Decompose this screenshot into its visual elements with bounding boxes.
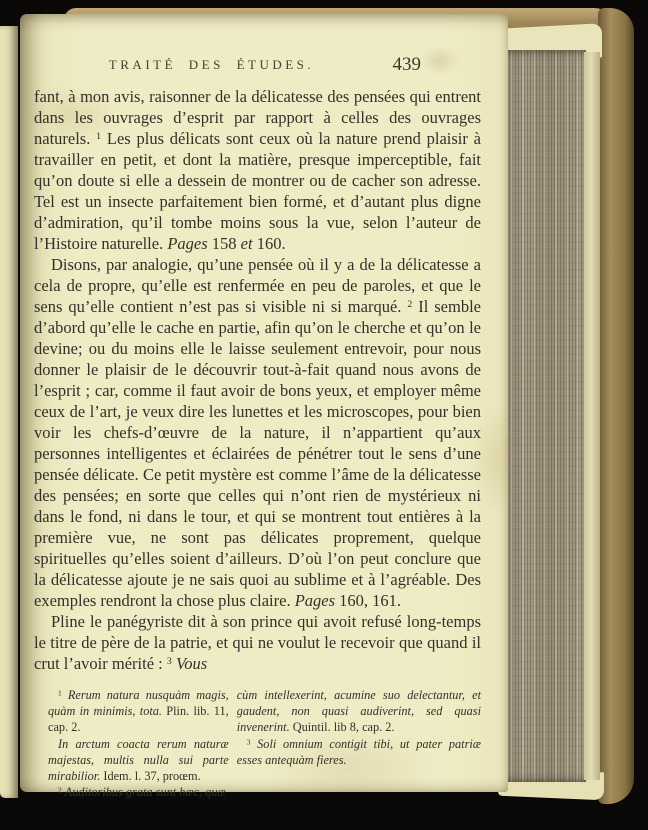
footnote-2-continued	[237, 687, 481, 736]
book-cover-fore-edge	[598, 8, 634, 804]
footnote-column-left	[48, 687, 229, 800]
text-segment: In arctum coacta rerum naturæ majestas, multis nulla sui parte mirabilior.	[48, 736, 229, 784]
page-stack-highlight	[584, 52, 600, 780]
body-text	[34, 86, 481, 674]
text-segment: 160, 161.	[335, 591, 402, 610]
footnote-1-continued	[48, 736, 229, 785]
footnote-marker: 1	[96, 131, 102, 143]
paragraph-disons	[34, 254, 481, 611]
text-segment: fant, à mon avis, raisonner de la délicatesse des pensées qui entrent dans les ouvrages d’esprit par rapport à celles des ouvrages naturels.	[34, 87, 481, 148]
footnote-marker: 1	[58, 688, 62, 698]
footnote-3	[237, 736, 481, 768]
text-segment: Pages	[167, 234, 208, 253]
text-segment: 160.	[252, 234, 286, 253]
footnote-column-right	[237, 687, 481, 800]
footnote-marker: 2	[58, 785, 62, 795]
text-segment: Il semble d’abord qu’elle le cache en partie, afin qu’on le cherche et qu’on le devine; ou du moins elle le laisse seulement entrevoir, pour nous donner le plaisir de le découvrir tout-à-fait quand nous avons de l’esprit ; car, comme il faut avoir de bons yeux, et employer même ceux de l’art, je veux dire les lunettes et les microscopes, pour bien voir les chefs-d’œuvre de la nature, il n’appartient qu’aux personnes intelligentes et éclairées de pénétrer tout le sens d’une pensée délicate. Ce petit mystère est comme l’âme de la délicatesse des pensées; en sorte que celles qui n’ont rien de mystérieux ni dans le fond, ni dans le tour, et qui se montrent tout entières à la première vue, ne sont pas délicates proprement, quelque spirituelles qu’elles soient d’ailleurs. D’où l’on peut conclure que la délicatesse ajoute je ne sais quoi au sublime et à l’agréable. Des exemples rendront la chose plus claire.	[34, 297, 481, 610]
text-segment: Rerum natura nusquàm magis, quàm in minimis, tota.	[48, 688, 229, 719]
footnote-marker: 2	[407, 299, 413, 311]
text-segment: Pages	[294, 591, 336, 610]
footnote-2	[48, 784, 229, 800]
footnote-1	[48, 687, 229, 736]
facing-page-edge	[0, 26, 18, 798]
page-stack-fore-edge	[500, 50, 586, 782]
text-segment: Vous	[175, 654, 208, 673]
text-segment: Quintil. lib 8, cap. 2.	[289, 720, 395, 735]
text-segment: Idem. l. 37, proœm.	[100, 769, 201, 784]
text-segment: et	[240, 234, 253, 253]
paragraph-continuation	[34, 86, 481, 254]
paragraph-pline	[34, 611, 481, 674]
running-title: TRAITÉ DES ÉTUDES.	[108, 57, 315, 72]
text-segment: Auditoribus grata sunt hæc, quæ	[64, 785, 226, 800]
text-segment: Pline le panégyriste dit à son prince qui avoit refusé long-temps le titre de père de la patrie, et qui ne voulut le recevoir que quand il crut l’avoir mérité :	[34, 612, 481, 673]
text-segment: 158	[207, 234, 241, 253]
text-segment: cùm intellexerint, acumine suo delectantur, et gaudent, non quasi audiverint, sed quasi invenerint.	[236, 688, 481, 735]
running-header	[34, 54, 481, 78]
text-segment: Disons, par analogie, qu’une pensée où il y a de la délicatesse a cela de propre, qu’elle est renfermée en peu de paroles, et que le sens qu’elle contient n’est pas si visible ni si marqué.	[34, 255, 481, 316]
text-segment: Les plus délicats sont ceux où la nature prend plaisir à travailler en petit, et dont la matière, presque imperceptible, fait qu’on doute si elle a dessein de montrer ou de cacher son adresse. Tel est un insecte parfaitement bien formé, et d’autant plus digne d’admiration, qu’il tombe moins sous la vue, selon l’auteur de l’Histoire naturelle.	[34, 129, 481, 253]
book-page	[20, 14, 508, 800]
text-segment: Soli omnium contigit tibi, ut pater patriæ esses antequàm fieres.	[236, 736, 481, 767]
footnote-marker: 3	[166, 656, 172, 668]
footnotes	[34, 687, 481, 800]
text-segment: Plin. lib. 11, cap. 2.	[48, 704, 229, 735]
page-number: 439	[392, 54, 421, 75]
footnote-marker: 3	[246, 736, 251, 746]
